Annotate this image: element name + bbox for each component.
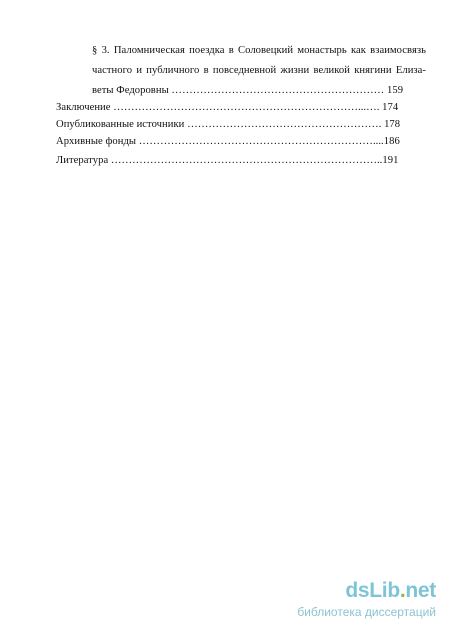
dslib-logo-main: dsLib	[345, 579, 400, 602]
toc-section-3-line-3: веты Федоровны …………………………………………………… 159	[92, 85, 404, 96]
toc-entry-archive-funds: Архивные фонды …………………………………………………………....186	[56, 136, 400, 147]
dslib-watermark	[246, 579, 436, 625]
toc-section-3-line-2: частного и публичного в повседневной жизни великой княгини Елиза-	[92, 65, 426, 76]
dslib-tagline: библиотека диссертаций	[297, 605, 436, 619]
toc-entry-published-sources: Опубликованные источники ………………………………………………. 178	[56, 119, 401, 130]
dslib-logo-dot: .	[399, 579, 406, 602]
toc-section-3-line-1: § 3. Паломническая поездка в Соловецкий монастырь как взаимосвязь	[92, 45, 426, 56]
toc-entry-literature: Литература …………………………………………………………………..191	[56, 155, 399, 166]
dslib-logo-tld: net	[405, 579, 436, 602]
toc-entry-conclusion: Заключение ……………………………………………………………...…. 174	[56, 102, 399, 113]
dslib-logo	[345, 579, 436, 603]
